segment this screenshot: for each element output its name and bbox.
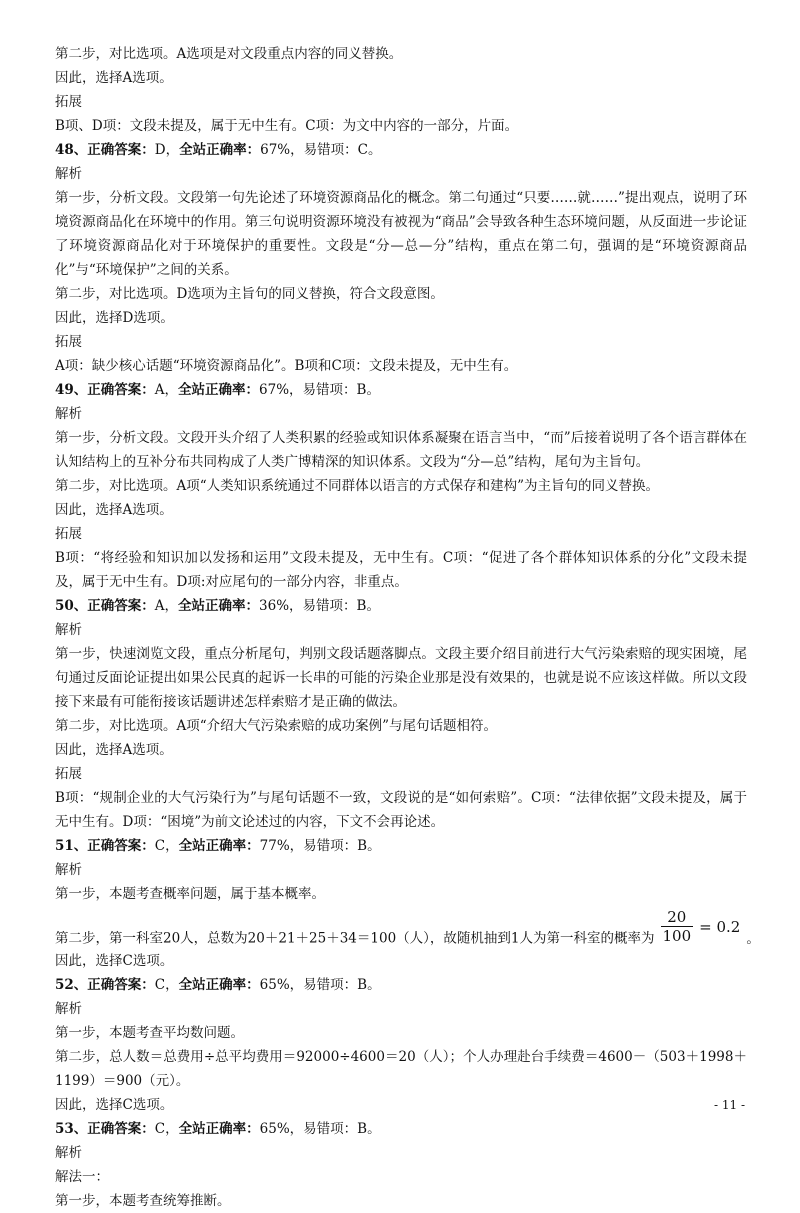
text-line: 第一步，本题考查概率问题，属于基本概率。 <box>55 886 325 902</box>
probability-line <box>55 908 760 957</box>
fraction <box>661 908 694 945</box>
extension-paragraph: B项：“规制企业的大气污染行为”与尾句话题不一致，文段说的是“如何索赔”。C项：“法律依据”文段未提及，属于无中生有。D项：“困境”为前文论述过的内容，下文不会再论述。 <box>55 790 747 830</box>
answer-line-49 <box>55 378 747 402</box>
fraction-numerator: 20 <box>661 908 694 927</box>
rate-value: 77%，易错项：B。 <box>259 838 381 854</box>
rate-label: 全站正确率： <box>178 977 260 993</box>
text-line: 因此，选择C选项。 <box>55 953 174 969</box>
analysis-heading: 解析 <box>55 406 82 422</box>
analysis-heading: 解析 <box>55 622 82 638</box>
fraction-formula <box>661 908 741 945</box>
text-line: A项：缺少核心话题“环境资源商品化”。B项和C项：文段未提及，无中生有。 <box>55 358 518 374</box>
text-line: B项、D项：文段未提及，属于无中生有。C项：为文中内容的一部分，片面。 <box>55 118 519 134</box>
question-number: 52、正确答案： <box>55 977 155 993</box>
rate-value: 67%，易错项：C。 <box>260 142 382 158</box>
question-number: 48、正确答案： <box>55 142 155 158</box>
extension-heading: 拓展 <box>55 94 82 110</box>
analysis-paragraph: 第一步，分析文段。文段第一句先论述了环境资源商品化的概念。第二句通过“只要……就……”提出观点，说明了环境资源商品化在环境中的作用。第三句说明资源环境没有被视为“商品”会导致各种生态环境问题，从反面进一步论证了环境资源商品化对于环境保护的重要性。文段是“分—总—分”结构，重点在第二句，强调的是“环境资源商品化”与“环境保护”之间的关系。 <box>55 190 747 278</box>
text-line: 第二步，对比选项。A选项是对文段重点内容的同义替换。 <box>55 46 403 62</box>
answer-line-52 <box>55 973 747 997</box>
analysis-paragraph: 第一步，分析文段。文段开头介绍了人类积累的经验或知识体系凝聚在语言当中，“而”后接着说明了各个语言群体在认知结构上的互补分布共同构成了人类广博精深的知识体系。文段为“分—总”结构，尾句为主旨句。 <box>55 430 747 470</box>
extension-paragraph: B项：“将经验和知识加以发扬和运用”文段未提及，无中生有。C项：“促进了各个群体知识体系的分化”文段未提及，属于无中生有。D项:对应尾句的一部分内容，非重点。 <box>55 550 747 590</box>
text-run: 。 <box>746 930 760 947</box>
answer-line-51 <box>55 834 747 858</box>
extension-heading: 拓展 <box>55 766 82 782</box>
rate-value: 67%，易错项：B。 <box>259 382 380 398</box>
answer-value: C， <box>154 977 179 993</box>
answer-line-48 <box>55 138 747 162</box>
rate-label: 全站正确率： <box>178 382 260 398</box>
page-number: - 11 - <box>713 1098 745 1112</box>
answer-value: C， <box>154 838 179 854</box>
text-line: 因此，选择A选项。 <box>55 70 173 86</box>
text-line: 第二步，对比选项。D选项为主旨句的同义替换，符合文段意图。 <box>55 286 444 302</box>
rate-label: 全站正确率： <box>178 598 260 614</box>
method-heading: 解法一： <box>55 1169 109 1185</box>
extension-heading: 拓展 <box>55 334 82 350</box>
text-line: 第一步，本题考查统筹推断。 <box>55 1193 231 1209</box>
question-number: 51、正确答案： <box>55 838 155 854</box>
analysis-heading: 解析 <box>55 862 82 878</box>
text-line: 第一步，本题考查平均数问题。 <box>55 1025 244 1041</box>
fraction-result: = 0.2 <box>699 917 741 936</box>
text-line: 第二步，对比选项。A项“人类知识系统通过不同群体以语言的方式保存和建构”为主旨句的同义替换。 <box>55 478 660 494</box>
question-number: 50、正确答案： <box>55 598 155 614</box>
analysis-heading: 解析 <box>55 166 82 182</box>
extension-heading: 拓展 <box>55 526 82 542</box>
text-run: 第二步，第一科室20人，总数为20＋21＋25＋34＝100（人），故随机抽到1人为第一科室的概率为 <box>55 930 655 947</box>
fraction-denominator: 100 <box>662 927 692 945</box>
question-number: 49、正确答案： <box>55 382 155 398</box>
rate-label: 全站正确率： <box>179 142 261 158</box>
text-line: 因此，选择D选项。 <box>55 310 174 326</box>
rate-value: 36%，易错项：B。 <box>259 598 380 614</box>
text-line: 因此，选择C选项。 <box>55 1097 174 1113</box>
rate-label: 全站正确率： <box>178 838 260 854</box>
answer-value: A， <box>154 382 179 398</box>
analysis-paragraph: 第一步，快速浏览文段，重点分析尾句，判别文段话题落脚点。文段主要介绍目前进行大气污染索赔的现实困境，尾句通过反面论证提出如果公民真的起诉一长串的可能的污染企业那是没有效果的，也就是说不应该这样做。所以文段接下来最有可能衔接该话题讲述怎样索赔才是正确的做法。 <box>55 646 747 710</box>
rate-value: 65%，易错项：B。 <box>259 977 381 993</box>
page-content <box>55 42 760 1213</box>
answer-value: C， <box>154 1121 179 1137</box>
text-line: 因此，选择A选项。 <box>55 742 173 758</box>
answer-value: D， <box>154 142 180 158</box>
text-line: 因此，选择A选项。 <box>55 502 173 518</box>
rate-value: 65%，易错项：B。 <box>259 1121 381 1137</box>
answer-value: A， <box>154 598 179 614</box>
answer-line-50 <box>55 594 747 618</box>
rate-label: 全站正确率： <box>178 1121 260 1137</box>
answer-line-53 <box>55 1117 747 1141</box>
analysis-heading: 解析 <box>55 1001 82 1017</box>
question-number: 53、正确答案： <box>55 1121 155 1137</box>
text-line: 第二步，对比选项。A项“介绍大气污染索赔的成功案例”与尾句话题相符。 <box>55 718 498 734</box>
analysis-heading: 解析 <box>55 1145 82 1161</box>
analysis-paragraph: 第二步，总人数＝总费用÷总平均费用＝92000÷4600＝20（人）；个人办理赴台手续费＝4600－（503＋1998＋1199）＝900（元）。 <box>55 1049 747 1089</box>
